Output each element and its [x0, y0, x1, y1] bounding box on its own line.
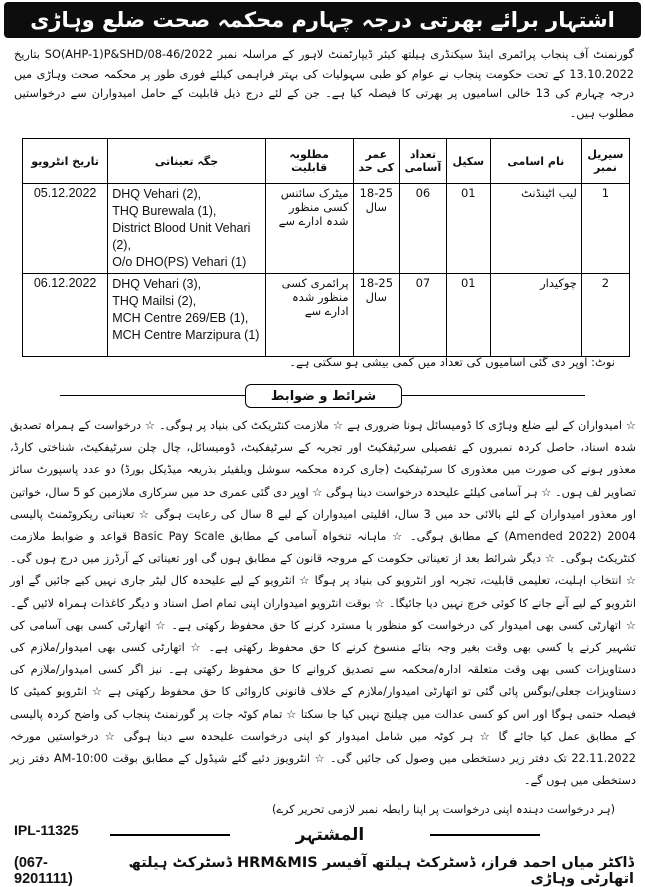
vacancy-note: نوٹ: اوپر دی گئی اسامیوں کی تعداد میں کمی بیشی ہو سکتی ہے۔	[289, 355, 615, 369]
terms-and-conditions: ☆ امیدواران کے لیے ضلع وہاڑی کا ڈومیسائل ہونا ضروری ہے ☆ ملازمت کنٹریکٹ کی بنیاد پر ہوگی۔ ☆ درخواست کے ہمراہ تصدیق شدہ اسناد، حاصل کردہ نمبروں کے تفصیلی سرٹیفکیٹ اور تجربہ کے سرٹیفکیٹ، ڈومیسائل، چال چلن سرٹیفکیٹ، شناختی کارڈ، معذور ہونے کی صورت میں معذوری کا سرٹیفکیٹ (جاری کردہ محکمہ سوشل ویلفیئر بذریعہ میڈیکل بورڈ) دو عدد پاسپورٹ سائز تصاویر لف ہوں۔ ☆ ہر آسامی کیلئے علیحدہ درخواست دینا ہوگی ☆ اوپر دی گئی عمری حد میں سرکاری ملازمین کو 5 سال، خواتین اور معذور امیدواران کے لئے بالائی حد میں 3 سال، اقلیتی امیدواران کے لیے 8 سال کی رعایت ہوگی ☆ تعیناتی ریکروٹمنٹ پالیسی 2004 (Amended 2022) کے مطابق ہوگی۔ ☆ ماہانہ تنخواہ آسامی کے مطابق Basic Pay Scale قواعد و ضوابط ملازمت کنٹریکٹ ہوگی۔ ☆ دیگر شرائط بعد از تعیناتی حکومت کے مروجہ قانون کے مطابق ہوں گی اور تعیناتی کے آرڈرز میں درج ہوں گی۔ ☆ انتخاب اہلیت، تعلیمی قابلیت، تجربہ اور انٹرویو کی بنیاد پر ہوگا ☆ انٹرویو کے لیے علیحدہ کال لیٹر جاری نہیں کیے جائیں گے اور انٹرویو کے لیے آنے جانے کا کوئی خرچ نہیں دیا جائیگا۔ ☆ بوقت انٹرویو امیدواران اپنی تمام اصل اسناد و دیگر کاغذات ہمراہ لائیں گے۔ ☆ اتھارٹی کسی بھی امیدوار کی درخواست کو منظور یا مسترد کرنے کا حق محفوظ رکھتی ہے۔ ☆ اتھارٹی کسی بھی آسامی کی تشہیر کرنے یا کسی بھی وقت بغیر وجہ بتائے منسوخ کرنے کا حق محفوظ رکھتی ہے۔ ☆ اتھارٹی کسی بھی امیدوار/ملازم کی دستاویزات کسی بھی وقت متعلقہ ادارہ/محکمہ سے تصدیق کروانے کا حق محفوظ رکھتی ہے۔ نیز اگر کسی امیدوار/ملازم کی دستاویزات جعلی/بوگس پائی گئی تو اتھارٹی امیدوار/ملازم کے خلاف قانونی کاروائی کا حق محفوظ رکھتی ہے ☆ انٹرویو کمیٹی کا فیصلہ حتمی ہوگا اور اس کو کسی عدالت میں چیلنج نہیں کیا جا سکتا ☆ تمام کوٹہ جات پر گورنمنٹ پنجاب کی واضح کردہ پالیسی کے مطابق عمل کیا جائے گا ☆ ہر کوٹہ میں شامل امیدوار کو اپنی درخواست علیحدہ سے دینا ہوگی ☆ درخواستیں مورخہ 22.11.2022 تک دفتر زیر دستخطی میں وصول کی جائیں گی۔ ☆ انٹرویوز دئیے گئے شیڈول کے مطابق بوقت 10:00-AM دفتر زیر دستخطی میں ہوں گے۔	[10, 419, 636, 788]
col-serial: سیریل نمبر	[581, 139, 629, 184]
cell-posting: DHQ Vehari (3), THQ Mailsi (2), MCH Centre 269/EB (1), MCH Centre Marzipura (1)	[108, 274, 266, 357]
cell-posting: DHQ Vehari (2), THQ Burewala (1), District Blood Unit Vehari (2), O/o DHO(PS) Vehari (1)	[108, 184, 266, 274]
cell-interview-date: 06.12.2022	[23, 274, 108, 357]
col-count: تعداد آسامی	[400, 139, 447, 184]
col-posting: جگہ تعیناتی	[108, 139, 266, 184]
intro-paragraph: گورنمنٹ آف پنجاب پرائمری اینڈ سیکنڈری ہیلتھ کیئر ڈیپارٹمنٹ لاہور کے مراسلہ نمبر SO(AHP-1)P&SHD/08-46/2022 بتاریخ 13.10.2022 کے تحت حکومت پنجاب نے عوام کو طبی سہولیات کی بہتر فراہمی کیلئے فوری طور پر محکمہ صحت وہاڑی میں درجہ چہارم کی 13 خالی اسامیوں پر بھرتی کا فیصلہ کیا ہے۔ جن کے لئے درج ذیل قابلیت کے حامل امیدواران سے درخواستیں مطلوب ہیں۔	[14, 48, 634, 120]
divider-right	[400, 395, 585, 396]
col-interview-date: تاریخ انٹرویو	[23, 139, 108, 184]
signatory-name: ڈاکٹر میاں احمد فراز، ڈسٹرکٹ ہیلتھ آفیسر HRM&MIS ڈسٹرکٹ ہیلتھ اتھارٹی وہاڑی	[128, 855, 634, 887]
table-row	[23, 184, 630, 274]
advertiser-label: المشتہر	[230, 824, 430, 845]
rules-heading: شرائط و ضوابط	[245, 384, 402, 408]
phone-number: (067-9201111)	[14, 855, 73, 887]
advertiser-divider	[0, 825, 645, 845]
cell-age: 18-25 سال	[353, 184, 400, 274]
cell-scale: 01	[446, 184, 490, 274]
cell-serial: 1	[581, 184, 629, 274]
cell-post: چوکیدار	[490, 274, 581, 357]
cell-serial: 2	[581, 274, 629, 357]
posts-table	[22, 138, 630, 357]
closing-instruction: (ہر درخواست دہندہ اپنی درخواست پر اپنا رابطہ نمبر لازمی تحریر کرے)	[272, 803, 615, 816]
cell-interview-date: 05.12.2022	[23, 184, 108, 274]
signatory-block	[14, 855, 634, 887]
cell-count: 07	[400, 274, 447, 357]
col-age: عمر کی حد	[353, 139, 400, 184]
page-title: اشتہار برائے بھرتی درجہ چہارم محکمہ صحت ضلع وہاڑی	[30, 8, 615, 32]
cell-scale: 01	[446, 274, 490, 357]
divider-left	[60, 395, 245, 396]
table-row	[23, 274, 630, 357]
col-qualification: مطلوبہ قابلیت	[265, 139, 353, 184]
cell-age: 18-25 سال	[353, 274, 400, 357]
cell-qualification: پرائمری کسی منظور شدہ ادارے سے	[265, 274, 353, 357]
col-scale: سکیل	[446, 139, 490, 184]
cell-count: 06	[400, 184, 447, 274]
cell-qualification: میٹرک سائنس کسی منظور شدہ ادارے سے	[265, 184, 353, 274]
col-post: نام اسامی	[490, 139, 581, 184]
ipl-number: IPL-11325	[14, 822, 79, 838]
title-banner	[4, 2, 641, 38]
table-header-row	[23, 139, 630, 184]
cell-post: لیب اٹینڈنٹ	[490, 184, 581, 274]
